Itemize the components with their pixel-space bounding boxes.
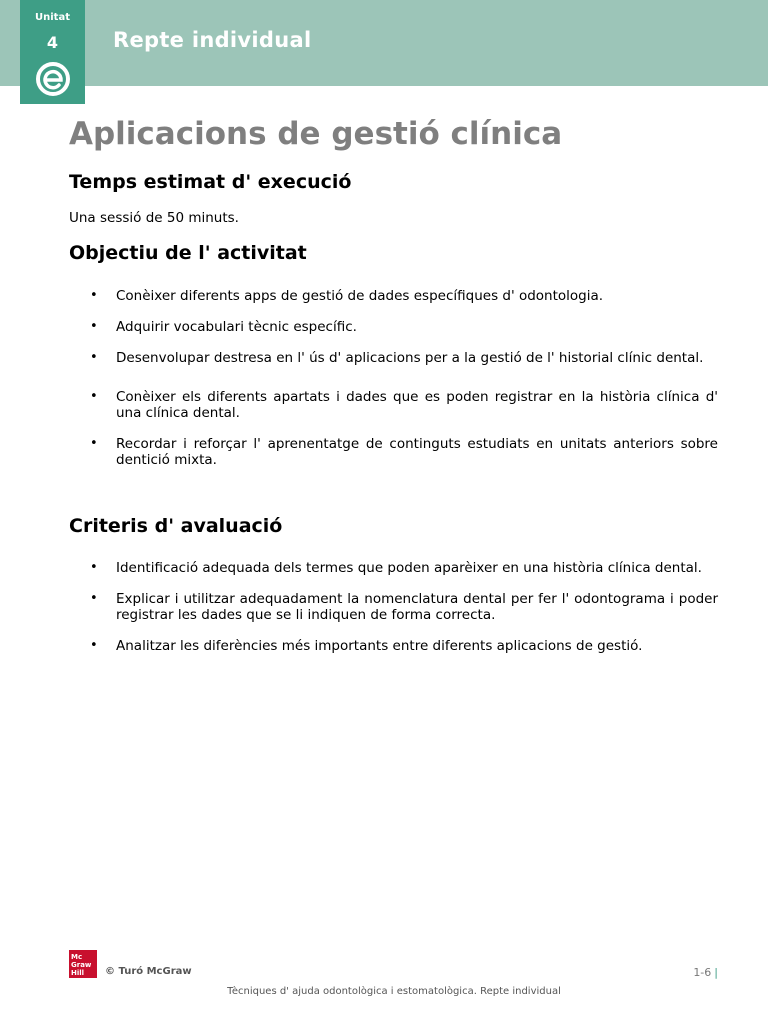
list-item bbox=[69, 319, 718, 335]
objective-item-text: Adquirir vocabulari tècnic específic. bbox=[116, 319, 357, 335]
list-item bbox=[69, 560, 718, 576]
unit-number: 4 bbox=[46, 33, 59, 52]
objective-list bbox=[69, 288, 718, 468]
footer-subtitle: Tècniques d' ajuda odontològica i estomatològica. Repte individual bbox=[227, 986, 561, 997]
list-item bbox=[69, 436, 718, 468]
objective-item-text: Desenvolupar destresa en l' ús d' aplicacions per a la gestió de l' historial clínic dental. bbox=[116, 350, 704, 366]
bullet-icon: • bbox=[90, 638, 98, 653]
page-number-text: 1-6 bbox=[693, 966, 712, 979]
unit-badge bbox=[20, 0, 85, 104]
list-item bbox=[69, 591, 718, 623]
objective-item-text: Conèixer els diferents apartats i dades que es poden registrar en la història clínica d' una clínica dental. bbox=[116, 389, 718, 421]
list-item bbox=[69, 389, 718, 421]
list-item bbox=[69, 638, 718, 654]
objective-item-text: Recordar i reforçar l' aprenentatge de continguts estudiats en unitats anteriors sobre dentició mixta. bbox=[116, 436, 718, 468]
publisher-e-logo-icon bbox=[35, 60, 71, 98]
objective-item-text: Conèixer diferents apps de gestió de dades específiques d' odontologia. bbox=[116, 288, 604, 304]
bullet-icon: • bbox=[90, 560, 98, 575]
criteria-item-text: Explicar i utilitzar adequadament la nomenclatura dental per fer l' odontograma i poder registrar les dades que se li indiquen de forma correcta. bbox=[116, 591, 718, 623]
logo-line: Mc bbox=[71, 953, 83, 961]
criteria-item-text: Analitzar les diferències més importants entre diferents aplicacions de gestió. bbox=[116, 638, 643, 654]
bullet-icon: • bbox=[90, 350, 98, 365]
bullet-icon: • bbox=[90, 389, 98, 404]
section-heading-objective: Objectiu de l' activitat bbox=[69, 242, 307, 264]
criteria-list bbox=[69, 560, 718, 654]
bullet-icon: • bbox=[90, 436, 98, 451]
time-text: Una sessió de 50 minuts. bbox=[69, 210, 239, 226]
page-number bbox=[693, 966, 718, 979]
bullet-icon: • bbox=[90, 591, 98, 606]
logo-line: Hill bbox=[71, 969, 85, 977]
section-heading-criteria: Criteris d' avaluació bbox=[69, 515, 283, 537]
bullet-icon: • bbox=[90, 288, 98, 303]
unit-label: Unitat bbox=[35, 12, 70, 23]
copyright: © Turó McGraw bbox=[105, 966, 192, 977]
logo-line: Graw bbox=[71, 961, 92, 969]
page-bar: | bbox=[714, 966, 718, 979]
list-item bbox=[69, 350, 718, 366]
bullet-icon: • bbox=[90, 319, 98, 334]
mcgraw-hill-logo bbox=[69, 950, 97, 978]
section-heading-time: Temps estimat d' execució bbox=[69, 171, 352, 193]
header-title: Repte individual bbox=[113, 28, 312, 52]
page-title: Aplicacions de gestió clínica bbox=[69, 116, 563, 152]
criteria-item-text: Identificació adequada dels termes que poden aparèixer en una història clínica dental. bbox=[116, 560, 702, 576]
list-item bbox=[69, 288, 718, 304]
